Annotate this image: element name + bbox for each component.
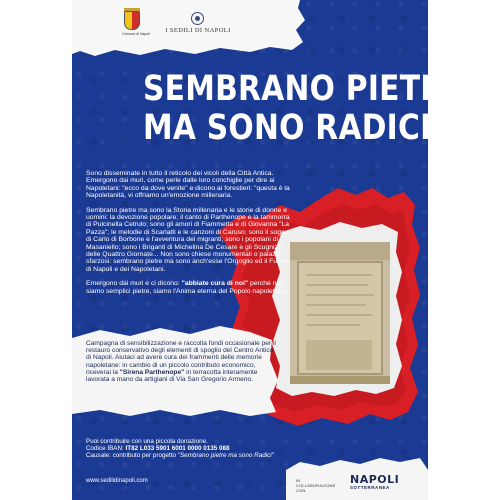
- sedili-logo-text: I SEDILI DI NAPOLI: [165, 27, 231, 34]
- body-text: [86, 170, 291, 302]
- napoli-crest-icon: [124, 11, 140, 30]
- comune-logo-text: Comune di Napoli: [122, 32, 150, 36]
- collaboration-label: IN COLLABORAZIONE CON: [296, 478, 336, 493]
- iban-value: IT82 L033 5901 6001 0000 0135 088: [125, 445, 230, 452]
- causale-value: "Sembrano pietre ma sono Radici": [177, 452, 274, 459]
- title-line-1: SEMBRANO PIETRE: [143, 69, 465, 109]
- campaign-paragraph: [86, 340, 276, 383]
- sedili-logo-icon: [191, 12, 204, 25]
- causale-line: [86, 452, 316, 459]
- body-paragraph-2: Sembrano pietre ma sono la Storia millenaria e le storie di donne e uomini: la devozione popolare; il canto di Parthenope e la tammorra di Pulcinella Cetrulo; sono gli amori di Fiammetta e di Giovanna "La Pazza"; le melodie di Scarlatti e le canzoni di Caruso; sono il sogno di Carlo di Borbone e l'avventura dei migranti; sono i popolani di Masaniello; sono i Briganti di Michelina De Cesare e gli Scugnizzi delle Quattro Giornate... Non sono chiese monumentali o palazzi sfarzosi: sembrano pietre ma sono anch'esse l'Orgoglio ed il Futuro di Napoli e dei Napoletani.: [86, 206, 290, 273]
- logo-bottom-text: SOTTERRANEA: [350, 485, 390, 490]
- iban-label: Codice IBAN:: [86, 445, 126, 452]
- poster-title: [143, 69, 465, 148]
- title-line-2: MA SONO RADICI: [143, 108, 432, 148]
- campaign-after: in terracotta interamente lavorata a mano da artigiani di Via San Gregorio Armeno.: [86, 368, 258, 384]
- website-link[interactable]: www.sedilidinapoli.com: [86, 478, 148, 484]
- campaign-before: Campagna di sensibilizzazione e raccolta fondi occasionale per il restauro conservativo degli elementi di spoglio del Centro Antico di Napoli. Aiutaci ad avere cura dei frammenti delle memorie napoletane: in cambio di un piccolo contributo economico, riceverai la: [86, 340, 276, 376]
- campaign-bold: "Sirena Parthenope": [119, 368, 185, 376]
- campaign-text: [86, 340, 276, 383]
- p3-before: Emergono dai muri e ci dicono:: [86, 280, 182, 288]
- donation-info: [86, 438, 316, 459]
- body-paragraph-3: [86, 280, 291, 295]
- napoli-sotterranea-logo: [350, 474, 406, 494]
- p3-after: perché non siamo semplici pietre, siamo l'Anima eterna del Popolo napoletano.: [86, 280, 288, 295]
- causale-label: Causale: contributo per progetto: [86, 452, 178, 459]
- iban-line: [86, 445, 316, 452]
- body-paragraph-1: Sono disseminate in tutto il reticolo dei vicoli della Città Antica. Emergono dai muri, come perle dalle loro conchiglie per dire ai Napoletani: "ecco da dove venite" e dicono ai forestieri: "questa è la Napoletanità, vi offriamo un'emozione millenaria.: [86, 170, 290, 200]
- donation-line: Puoi contribuire con una piccola donazione.: [86, 438, 208, 445]
- header-logos: [110, 8, 290, 50]
- logo-top-text: NAPOLI: [350, 473, 400, 486]
- p3-quote: "abbiate cura di noi": [181, 280, 249, 288]
